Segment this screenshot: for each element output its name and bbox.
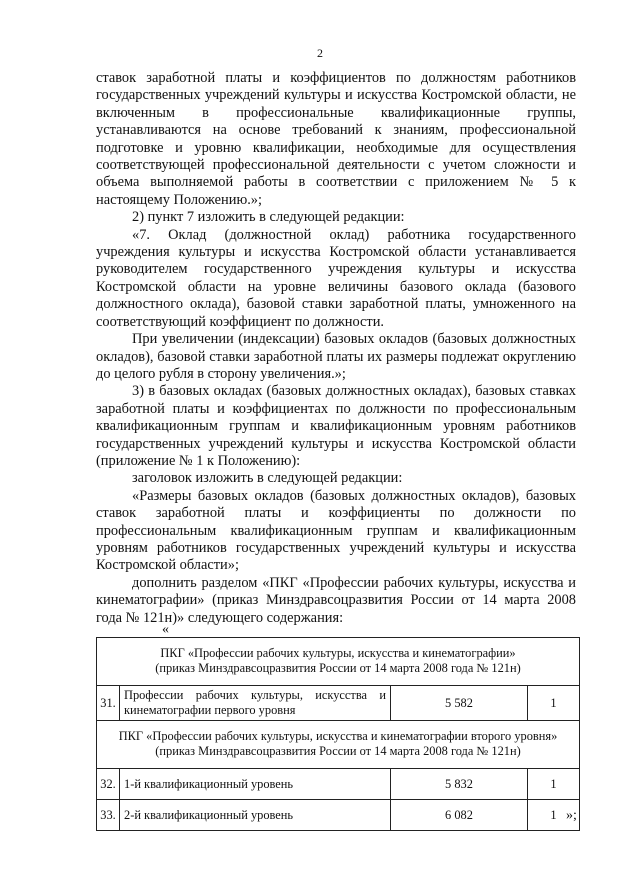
- paragraph-add-section: дополнить разделом «ПКГ «Профессии рабочих культуры, искусства и кинематографии» (приказ Минздравсоцразвития России от 14 марта 2008 года № 121н)» следующего содержания:: [96, 574, 576, 626]
- paragraph-indexation: При увеличении (индексации) базовых окладов (базовых должностных окладов), базовой ставки заработной платы их размеры подлежат округлению до целого рубля в сторону увеличения.»;: [96, 331, 576, 382]
- group-title: ПКГ «Профессии рабочих культуры, искусства и кинематографии второго уровня»: [118, 729, 558, 743]
- row-number: 31.: [97, 686, 120, 721]
- row-coefficient: 1: [528, 800, 580, 831]
- row-base-salary: 6 082: [391, 800, 528, 831]
- pkg-table: [96, 637, 580, 831]
- table-row: [97, 686, 580, 721]
- row-name: 1-й квалификационный уровень: [120, 769, 391, 800]
- table-row: [97, 800, 580, 831]
- group-order: (приказ Минздравсоцразвития России от 14 марта 2008 года № 121н): [155, 661, 521, 675]
- row-coefficient: 1: [528, 686, 580, 721]
- row-name: 2-й квалификационный уровень: [120, 800, 391, 831]
- group-order: (приказ Минздравсоцразвития России от 14 марта 2008 года № 121н): [155, 744, 521, 758]
- opening-quote-mark: «: [162, 622, 169, 637]
- table-row: [97, 769, 580, 800]
- row-name: Профессии рабочих культуры, искусства и кинематографии первого уровня: [120, 686, 391, 721]
- row-number: 33.: [97, 800, 120, 831]
- group-header-cell: [97, 721, 580, 769]
- page-number: 2: [317, 46, 323, 60]
- group-header-cell: [97, 638, 580, 686]
- paragraph-item-2: 2) пункт 7 изложить в следующей редакции:: [132, 209, 405, 226]
- table-group-header: [97, 638, 580, 686]
- row-base-salary: 5 832: [391, 769, 528, 800]
- row-coefficient: 1: [528, 769, 580, 800]
- table-group-header: [97, 721, 580, 769]
- closing-quote-mark: »;: [566, 808, 577, 823]
- paragraph-item-3: 3) в базовых окладах (базовых должностных окладах), базовых ставках заработной платы и коэффициентах по должности по профессиональным квалификационным группам и квалификационным уровням работников государственных учреждений культуры и искусства Костромской области (приложение № 1 к Положению):: [96, 383, 576, 469]
- group-title: ПКГ «Профессии рабочих культуры, искусства и кинематографии»: [160, 646, 516, 660]
- document-body: [96, 70, 576, 627]
- row-number: 32.: [97, 769, 120, 800]
- row-base-salary: 5 582: [391, 686, 528, 721]
- paragraph-continuation: ставок заработной платы и коэффициентов по должностям работников государственных учреждений культуры и искусства Костромской области, не включенным в профессиональные квалификационные группы, устанавливаются на основе требований к знаниям, профессиональной подготовке и уровню квалификации, необходимые для осуществления соответствующей профессиональной деятельности с учетом сложности и объема выполняемой работы в соответствии с приложением № 5 к настоящему Положению.»;: [96, 70, 576, 208]
- paragraph-heading-instruction: заголовок изложить в следующей редакции:: [132, 470, 403, 487]
- paragraph-new-heading: «Размеры базовых окладов (базовых должностных окладов), базовых ставок заработной платы и коэффициенты по должности по профессиональным квалификационным группам и квалификационным уровням работников государственных учреждений культуры и искусства Костромской области»;: [96, 487, 576, 574]
- paragraph-clause-7: «7. Оклад (должностной оклад) работника государственного учреждения культуры и искусства Костромской области устанавливается руководителем государственного учреждения культуры и искусства Костромской области на уровне величины базового оклада (базового должностного оклада), базовой ставки заработной платы, умноженного на соответствующий коэффициент по должности.: [96, 226, 576, 330]
